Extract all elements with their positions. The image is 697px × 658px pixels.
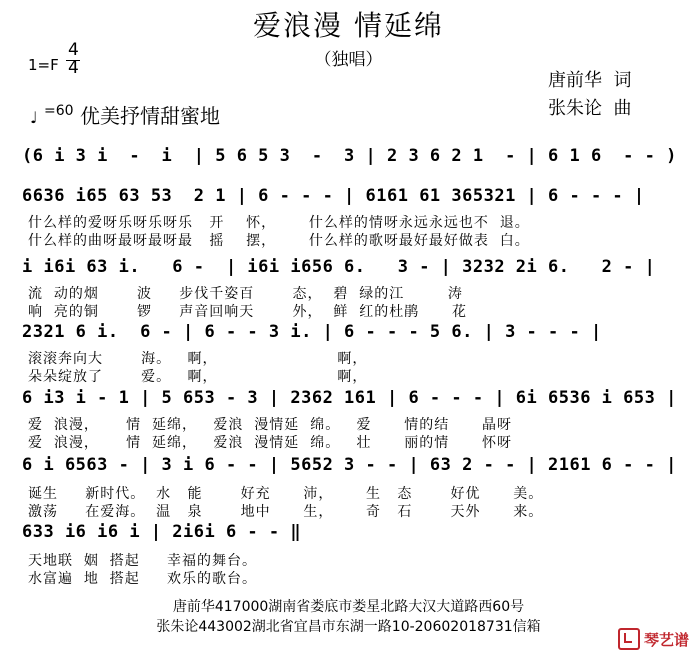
score-line-5-notes: 6 i3 i - 1 | 5 653 - 3 | 2362 161 | 6 - - - | 6i 6536 i 653 | [22, 388, 677, 408]
song-subtitle: （独唱） [314, 50, 383, 70]
lyricist-address: 唐前华417000湖南省娄底市娄星北路大汉大道路西60号 [172, 599, 525, 615]
score-line-7-lyric-2: 水富遍 地 搭起 欢乐的歌台。 [28, 571, 258, 587]
score-line-1-notes: (6 i 3 i - i | 5 6 5 3 - 3 | 2 3 6 2 1 - | 6 1 6 - - ) [22, 146, 677, 166]
key-signature: 1=F [28, 56, 59, 74]
score-line-3-notes: i i6i 63 i. 6 - | i6i i656 6. 3 - | 3232 2i 6. 2 - | [22, 257, 656, 277]
expression-marking: 优美抒情甜蜜地 [80, 104, 220, 128]
site-logo [618, 628, 689, 650]
score-line-4-notes: 2321 6 i. 6 - | 6 - - 3 i. | 6 - - - 5 6. | 3 - - - | [22, 322, 602, 342]
score-line-7-lyric-1: 天地联 姻 搭起 幸福的舞台。 [28, 553, 258, 569]
score-line-6-notes: 6 i 6563 - | 3 i 6 - - | 5652 3 - - | 63 2 - - | 2161 6 - - | [22, 455, 677, 475]
score-line-6-lyric-1: 诞生 新时代。 水 能 好充 沛， 生 态 好优 美。 [28, 486, 544, 502]
score-line-3-lyric-1: 流 动的烟 波 步伐千姿百 态， 碧 绿的江 涛 [28, 286, 463, 302]
score-line-2-lyric-2: 什么样的曲呀最呀最呀最 摇 摆， 什么样的歌呀最好最好做表 白。 [28, 233, 530, 249]
logo-icon [618, 628, 640, 650]
lyricist-credit: 唐前华 词 [548, 70, 632, 91]
time-signature-bottom: 4 [68, 58, 79, 78]
tempo-marking: =60 [44, 103, 74, 119]
score-line-5-lyric-1: 爱 浪漫， 情 延绵， 爱浪 漫情延 绵。 爱 情的结 晶呀 [28, 417, 512, 433]
logo-text: 琴艺谱 [643, 630, 689, 649]
score-line-7-notes: 633 i6 i6 i | 2i6i 6 - - ‖ [22, 522, 302, 542]
score-line-6-lyric-2: 激荡 在爱海。 温 泉 地中 生， 奇 石 天外 来。 [28, 504, 544, 520]
score-line-3-lyric-2: 响 亮的铜 锣 声音回响天 外， 鲜 红的杜鹃 花 [28, 304, 467, 320]
score-line-5-lyric-2: 爱 浪漫， 情 延绵， 爱浪 漫情延 绵。 壮 丽的情 怀呀 [28, 435, 512, 451]
score-line-4-lyric-2: 朵朵绽放了 爱。 啊， 啊， [28, 369, 368, 385]
score-line-2-notes: 6636 i65 63 53 2 1 | 6 - - - | 6161 61 365321 | 6 - - - | [22, 186, 645, 206]
time-signature-top: 4 [68, 40, 79, 60]
song-title: 爱浪漫 情延绵 [253, 9, 444, 42]
composer-address: 张朱论443002湖北省宜昌市东湖一路10-20602018731信箱 [156, 619, 541, 635]
score-line-2-lyric-1: 什么样的爱呀乐呀乐呀乐 开 怀， 什么样的情呀永远永远也不 退。 [28, 215, 530, 231]
score-line-4-lyric-1: 滚滚奔向大 海。 啊， 啊， [28, 351, 368, 367]
quarter-note-icon: ♩ [30, 108, 38, 127]
composer-credit: 张朱论 曲 [548, 98, 632, 119]
